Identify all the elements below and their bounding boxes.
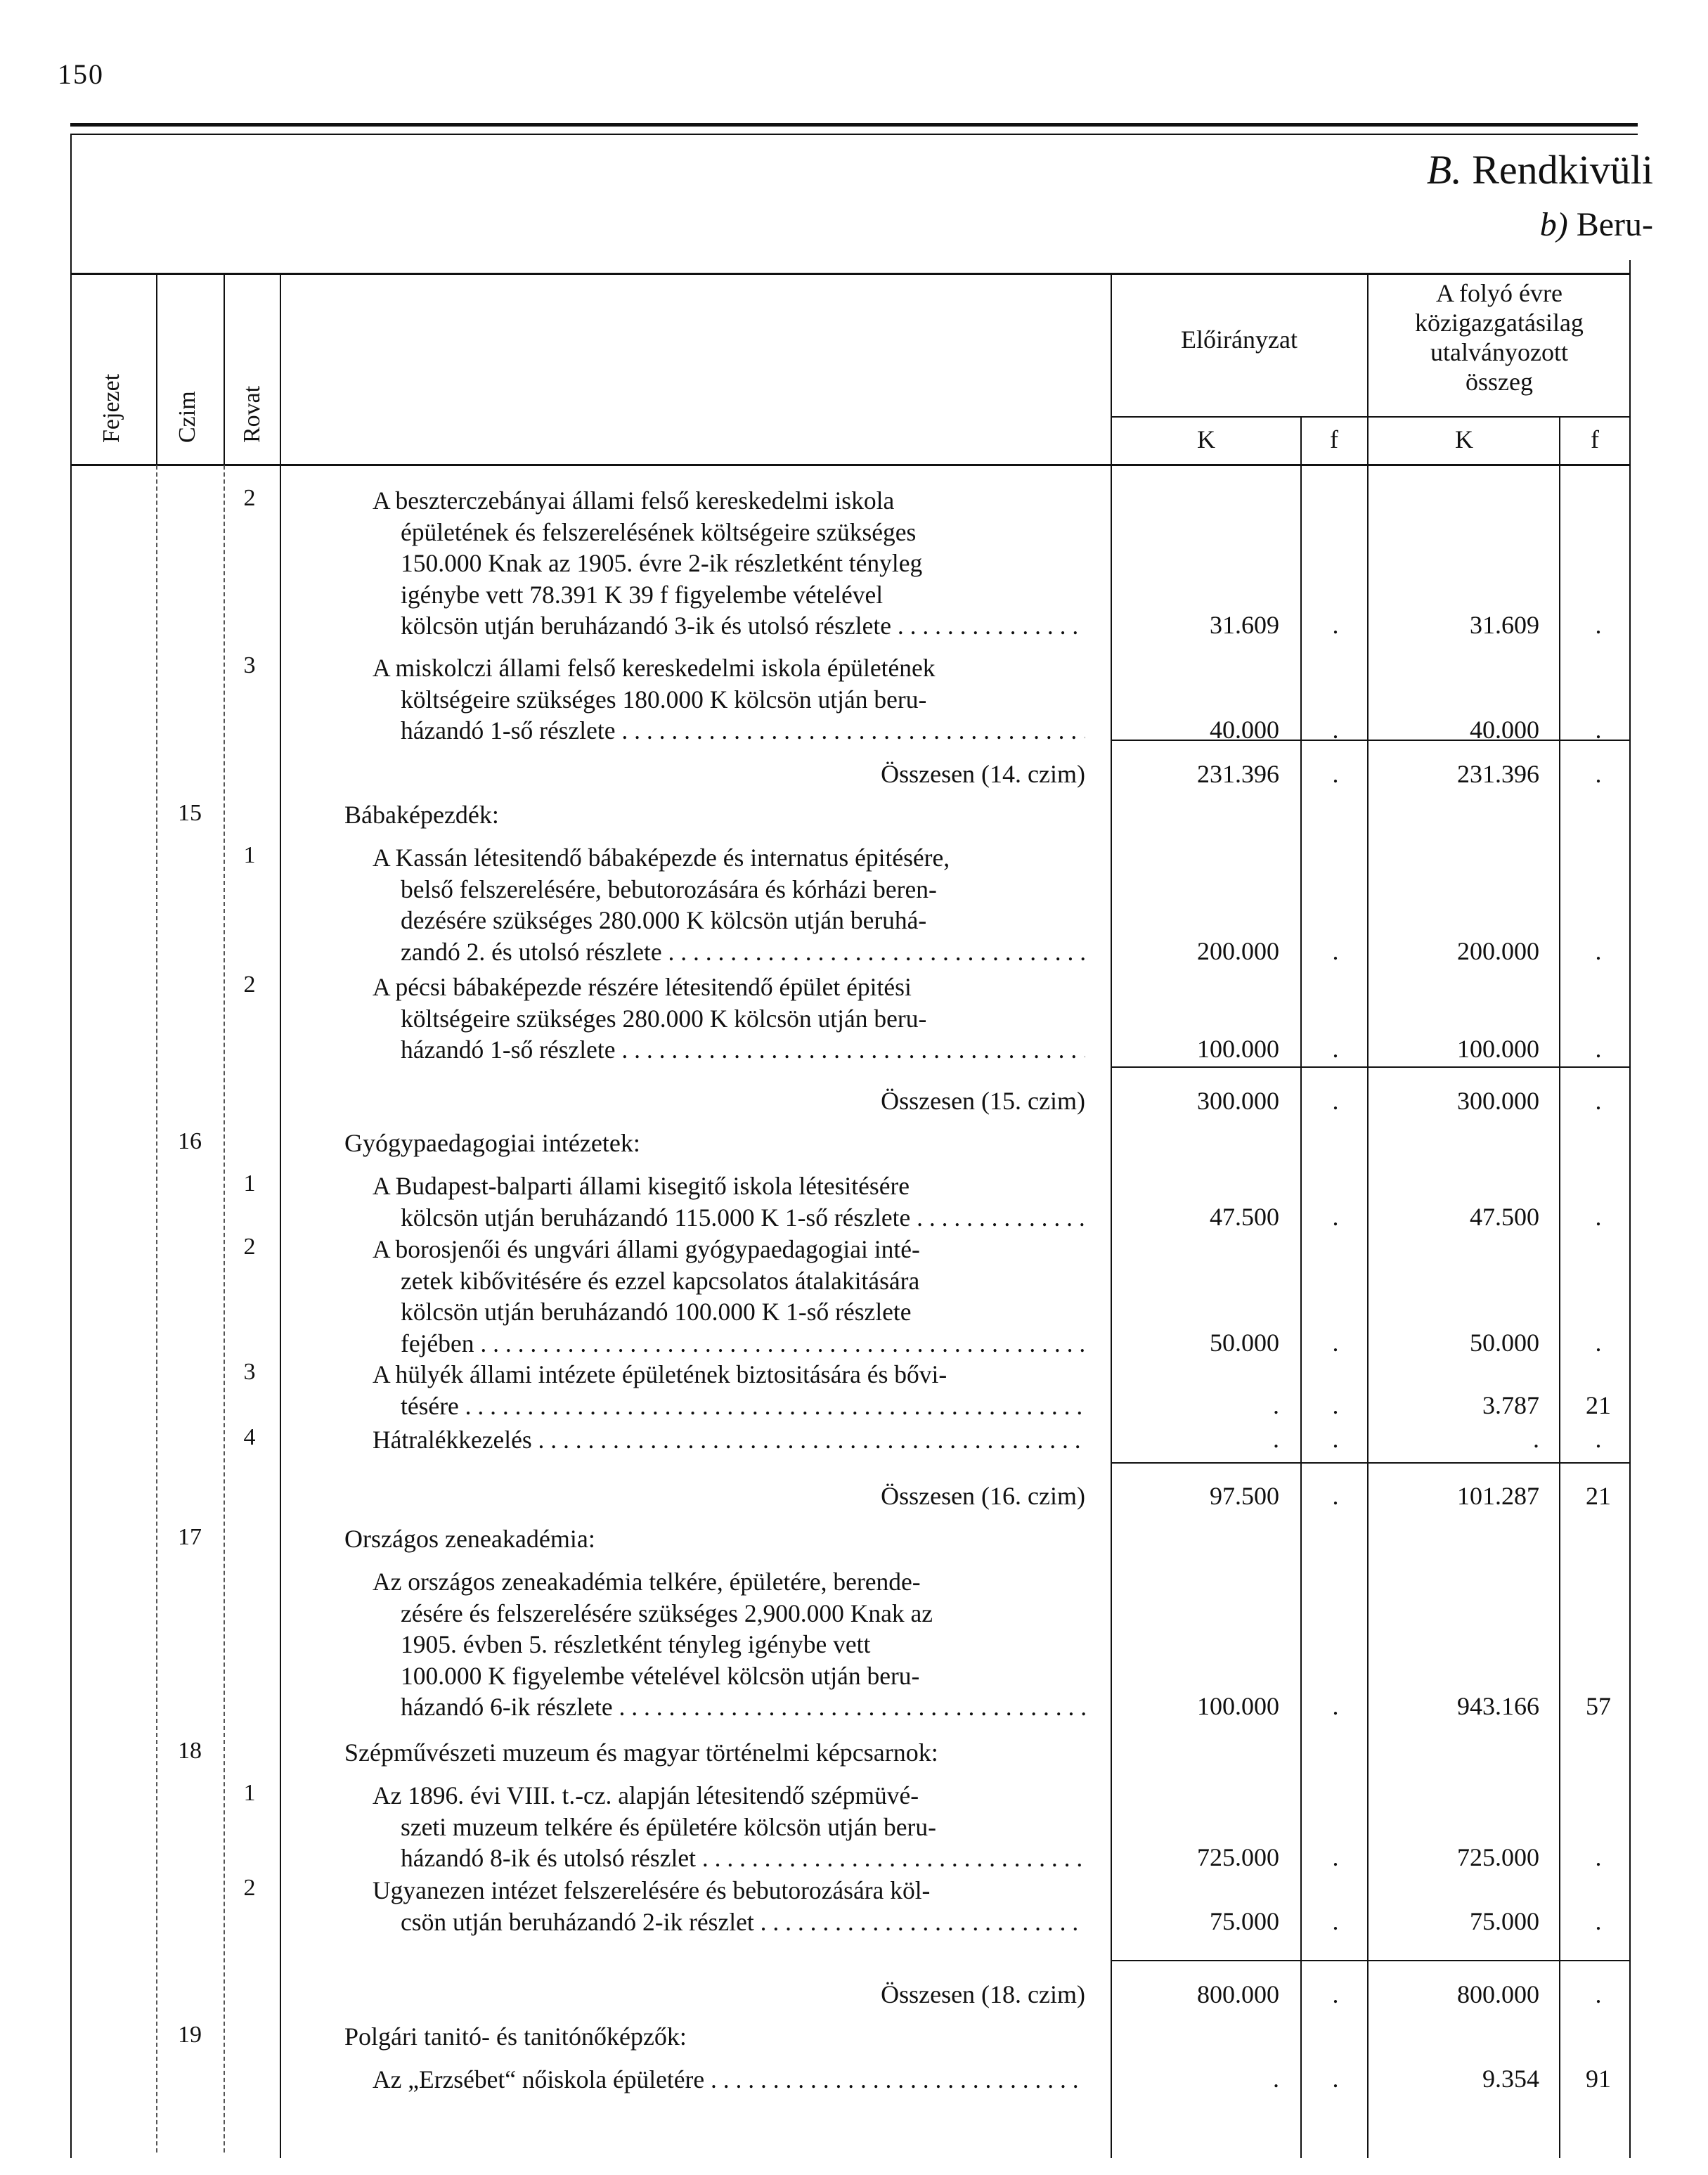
item-description xyxy=(373,652,1085,747)
item-description xyxy=(373,842,1085,967)
subtotal-utalvanyozott-K: 101.287 xyxy=(1457,1482,1539,1510)
description-line: fejében . . . xyxy=(373,1328,1085,1360)
utalv-line-4: összeg xyxy=(1466,368,1533,396)
item-description xyxy=(373,1359,1085,1421)
utalvanyozott-f: . xyxy=(1595,716,1602,744)
description-line: Az „Erzsébet“ nőiskola épületére . . . xyxy=(373,2064,1085,2096)
description-line: zésére és felszerelésére szükséges 2,900.000 Knak az xyxy=(401,1599,933,1627)
unit-K-eloiranyzat: K xyxy=(1197,425,1215,453)
utalvanyozott-K: 9.354 xyxy=(1482,2065,1539,2093)
description-line: Ugyanezen intézet felszerelésére és bebutorozására köl- xyxy=(373,1876,931,1904)
eloiranyzat-K: 100.000 xyxy=(1197,1692,1279,1720)
col-K1-sep xyxy=(1300,418,1302,2158)
utalvanyozott-f: . xyxy=(1595,936,1602,965)
subtotal-eloiranyzat-K: 97.500 xyxy=(1210,1482,1279,1510)
utalvanyozott-f: . xyxy=(1595,611,1602,639)
subtotal-eloiranyzat-f: . xyxy=(1332,1980,1339,2008)
subtotal-eloiranyzat-f: . xyxy=(1332,1482,1339,1510)
utalvanyozott-f: . xyxy=(1595,1202,1602,1231)
rovat-number: 2 xyxy=(243,1875,256,1901)
subtotal-rule-18 xyxy=(1111,1960,1629,1961)
col-rovat-sep xyxy=(280,274,281,2158)
header-top-rule xyxy=(70,273,1631,275)
subtotal-utalvanyozott-K: 231.396 xyxy=(1457,760,1539,788)
item-description xyxy=(373,1780,1085,1874)
subtotal-utalvanyozott-f: . xyxy=(1595,760,1602,788)
utalv-line-3: utalványozott xyxy=(1430,338,1568,366)
description-line: Hátralékkezelés . . . xyxy=(373,1424,1085,1456)
description-line: belső felszerelésére, bebutorozására és kórházi beren- xyxy=(401,874,937,903)
rovat-number: 2 xyxy=(243,1234,256,1260)
item-description xyxy=(373,972,1085,1066)
eloiranyzat-K: 50.000 xyxy=(1210,1328,1279,1357)
utalvanyozott-f: 91 xyxy=(1586,2065,1611,2093)
description-line: házandó 1-ső részlete . . . xyxy=(373,715,1085,747)
description-line: A beszterczebányai állami felső kereskedelmi iskola xyxy=(373,486,895,515)
description-line: zetek kibővitésére és ezzel kapcsolatos átalakitására xyxy=(401,1266,920,1295)
utalvanyozott-f: . xyxy=(1595,1328,1602,1357)
subtotal-eloiranyzat-f: . xyxy=(1332,1087,1339,1115)
eloiranyzat-K: 100.000 xyxy=(1197,1035,1279,1063)
left-frame xyxy=(70,134,72,2158)
czim-number: 16 xyxy=(178,1128,202,1154)
utalvanyozott-f: . xyxy=(1595,1035,1602,1063)
utalvanyozott-K: 75.000 xyxy=(1470,1906,1539,1935)
czim-number: 18 xyxy=(178,1738,202,1764)
subtotal-rule-16 xyxy=(1111,1462,1629,1464)
description-line: kölcsön utján beruházandó 100.000 K 1-ső részlete xyxy=(401,1298,912,1326)
czim-heading: Országos zeneakadémia: xyxy=(344,1525,595,1553)
description-line: Az 1896. évi VIII. t.-cz. alapján létesitendő szépmüvé- xyxy=(373,1781,919,1809)
description-line: épületének és felszerelésének költségeire szükséges xyxy=(401,517,917,546)
eloiranyzat-K: 40.000 xyxy=(1210,716,1279,744)
subtotal-utalvanyozott-f: 21 xyxy=(1586,1482,1611,1510)
eloiranyzat-f: . xyxy=(1332,1035,1339,1063)
eloiranyzat-f: . xyxy=(1332,611,1339,639)
rovat-number: 2 xyxy=(243,972,256,998)
eloiranyzat-K: . xyxy=(1273,1425,1279,1453)
item-description xyxy=(373,485,1085,642)
col-header-fejezet: Fejezet xyxy=(98,373,124,443)
top-rule-thin xyxy=(70,134,1638,135)
czim-number: 17 xyxy=(178,1524,202,1550)
description-line: házandó 6-ik részlete . . . xyxy=(373,1691,1085,1723)
eloiranyzat-f: . xyxy=(1332,1202,1339,1231)
subtotal-label: Összesen (16. czim) xyxy=(881,1482,1085,1510)
czim-heading: Gyógypaedagogiai intézetek: xyxy=(344,1129,640,1157)
eloiranyzat-f: . xyxy=(1332,1843,1339,1871)
czim-heading: Bábaképezdék: xyxy=(344,801,499,829)
description-line: zandó 2. és utolsó részlete . . . xyxy=(373,936,1085,968)
col-fejezet-sep xyxy=(156,274,157,465)
units-rule xyxy=(1111,416,1631,418)
rovat-number: 1 xyxy=(243,1780,256,1806)
subtotal-rule-15 xyxy=(1111,1066,1629,1068)
col-f1-sep xyxy=(1367,274,1369,2158)
czim-number: 15 xyxy=(178,800,202,826)
eloiranyzat-f: . xyxy=(1332,1328,1339,1357)
section-title xyxy=(1427,146,1653,193)
item-description xyxy=(373,1566,1085,1723)
utalvanyozott-K: 3.787 xyxy=(1482,1390,1539,1419)
top-rule xyxy=(70,123,1638,127)
description-line: A pécsi bábaképezde részére létesitendő épület épitési xyxy=(373,973,912,1001)
eloiranyzat-f: . xyxy=(1332,936,1339,965)
subtotal-utalvanyozott-K: 300.000 xyxy=(1457,1087,1539,1115)
description-line: házandó 1-ső részlete . . . xyxy=(373,1034,1085,1066)
eloiranyzat-f: . xyxy=(1332,2065,1339,2093)
utalvanyozott-K: 200.000 xyxy=(1457,936,1539,965)
czim-heading: Polgári tanitó- és tanitónőképzők: xyxy=(344,2022,687,2051)
description-line: 1905. évben 5. részletként tényleg igénybe vett xyxy=(401,1630,871,1658)
subsection-title xyxy=(1540,205,1653,244)
subtotal-eloiranyzat-K: 300.000 xyxy=(1197,1087,1279,1115)
utalvanyozott-f: 57 xyxy=(1586,1692,1611,1720)
rovat-number: 4 xyxy=(243,1424,256,1450)
col-header-czim: Czim xyxy=(174,391,200,443)
eloiranyzat-f: . xyxy=(1332,1906,1339,1935)
utalvanyozott-K: 725.000 xyxy=(1457,1843,1539,1871)
subtotal-label: Összesen (15. czim) xyxy=(881,1087,1085,1115)
subtotal-utalvanyozott-f: . xyxy=(1595,1980,1602,2008)
rovat-number: 3 xyxy=(243,1359,256,1385)
unit-f-eloiranyzat: f xyxy=(1330,425,1338,453)
description-line: Az országos zeneakadémia telkére, épületére, berende- xyxy=(373,1568,921,1596)
rovat-number: 1 xyxy=(243,842,256,868)
description-line: igénybe vett 78.391 K 39 f figyelembe vételével xyxy=(401,580,884,609)
description-line: dezésére szükséges 280.000 K kölcsön utján beruhá- xyxy=(401,906,927,934)
right-frame xyxy=(1629,260,1631,2158)
rovat-number: 2 xyxy=(243,485,256,511)
description-line: A miskolczi állami felső kereskedelmi iskola épületének xyxy=(373,654,936,682)
description-line: tésére . . . xyxy=(373,1390,1085,1422)
description-line: A hülyék állami intézete épületének biztositására és bővi- xyxy=(373,1360,947,1388)
utalvanyozott-K: 100.000 xyxy=(1457,1035,1539,1063)
description-line: házandó 8-ik és utolsó részlet . . . xyxy=(373,1842,1085,1874)
section-title-text: Rendkivüli xyxy=(1472,147,1653,193)
eloiranyzat-K: 200.000 xyxy=(1197,936,1279,965)
rovat-number: 1 xyxy=(243,1170,256,1196)
item-description xyxy=(373,1170,1085,1233)
subtotal-label: Összesen (18. czim) xyxy=(881,1980,1085,2008)
item-description xyxy=(373,1424,1085,1456)
eloiranyzat-f: . xyxy=(1332,716,1339,744)
eloiranyzat-K: . xyxy=(1273,1390,1279,1419)
col-K2-sep xyxy=(1559,418,1560,2158)
page-number: 150 xyxy=(58,58,104,90)
item-description xyxy=(373,2064,1085,2096)
header-bottom-rule xyxy=(70,464,1631,466)
col-desc-sep xyxy=(1111,274,1112,2158)
description-line: kölcsön utján beruházandó 115.000 K 1-ső részlete . . . xyxy=(373,1202,1085,1234)
czim-number: 19 xyxy=(178,2022,202,2048)
eloiranyzat-K: 75.000 xyxy=(1210,1906,1279,1935)
utalvanyozott-f: . xyxy=(1595,1906,1602,1935)
description-line: költségeire szükséges 180.000 K kölcsön utján beru- xyxy=(401,685,927,714)
subtotal-eloiranyzat-K: 231.396 xyxy=(1197,760,1279,788)
subtotal-eloiranyzat-f: . xyxy=(1332,760,1339,788)
eloiranyzat-K: 31.609 xyxy=(1210,611,1279,639)
col-header-utalvanyozott xyxy=(1369,278,1629,396)
col-header-eloiranyzat: Előirányzat xyxy=(1181,325,1298,354)
eloiranyzat-K: 725.000 xyxy=(1197,1843,1279,1871)
unit-K-utalv: K xyxy=(1455,425,1473,453)
description-line: költségeire szükséges 280.000 K kölcsön utján beru- xyxy=(401,1004,927,1033)
utalv-line-2: közigazgatásilag xyxy=(1415,309,1584,337)
subsection-letter: b) xyxy=(1539,206,1568,243)
utalvanyozott-K: 40.000 xyxy=(1470,716,1539,744)
description-line: 100.000 K figyelembe vételével kölcsön utján beru- xyxy=(401,1661,920,1690)
utalvanyozott-K: . xyxy=(1533,1425,1539,1453)
description-line: A borosjenői és ungvári állami gyógypaedagogiai inté- xyxy=(373,1235,920,1263)
description-line: csön utján beruházandó 2-ik részlet . . . xyxy=(373,1906,1085,1938)
eloiranyzat-f: . xyxy=(1332,1692,1339,1720)
unit-f-utalv: f xyxy=(1591,425,1599,453)
item-description xyxy=(373,1875,1085,1937)
description-line: szeti muzeum telkére és épületére kölcsön utján beru- xyxy=(401,1812,936,1841)
utalvanyozott-K: 31.609 xyxy=(1470,611,1539,639)
utalv-line-1: A folyó évre xyxy=(1436,279,1563,307)
eloiranyzat-K: 47.500 xyxy=(1210,1202,1279,1231)
description-line: 150.000 Knak az 1905. évre 2-ik részletként tényleg xyxy=(401,549,923,577)
subsection-title-text: Beru- xyxy=(1576,206,1653,243)
col-czim-sep xyxy=(224,274,225,465)
col-czim-body-sep xyxy=(224,465,225,2153)
utalvanyozott-K: 50.000 xyxy=(1470,1328,1539,1357)
description-line: A Budapest-balparti állami kisegitő iskola létesitésére xyxy=(373,1172,910,1200)
subtotal-label: Összesen (14. czim) xyxy=(881,760,1085,788)
item-description xyxy=(373,1234,1085,1359)
eloiranyzat-f: . xyxy=(1332,1390,1339,1419)
col-fejezet-body-sep xyxy=(156,465,157,2153)
col-header-rovat: Rovat xyxy=(239,385,265,443)
utalvanyozott-f: 21 xyxy=(1586,1390,1611,1419)
eloiranyzat-K: . xyxy=(1273,2065,1279,2093)
utalvanyozott-f: . xyxy=(1595,1843,1602,1871)
utalvanyozott-K: 47.500 xyxy=(1470,1202,1539,1231)
description-line: A Kassán létesitendő bábaképezde és internatus épitésére, xyxy=(373,844,950,872)
section-letter: B. xyxy=(1426,147,1462,193)
eloiranyzat-f: . xyxy=(1332,1425,1339,1453)
subtotal-eloiranyzat-K: 800.000 xyxy=(1197,1980,1279,2008)
description-line: kölcsön utján beruházandó 3-ik és utolsó részlete . . . . xyxy=(373,610,1085,642)
subtotal-utalvanyozott-f: . xyxy=(1595,1087,1602,1115)
utalvanyozott-f: . xyxy=(1595,1425,1602,1453)
utalvanyozott-K: 943.166 xyxy=(1457,1692,1539,1720)
subtotal-utalvanyozott-K: 800.000 xyxy=(1457,1980,1539,2008)
rovat-number: 3 xyxy=(243,652,256,678)
czim-heading: Szépművészeti muzeum és magyar történelmi képcsarnok: xyxy=(344,1738,938,1767)
